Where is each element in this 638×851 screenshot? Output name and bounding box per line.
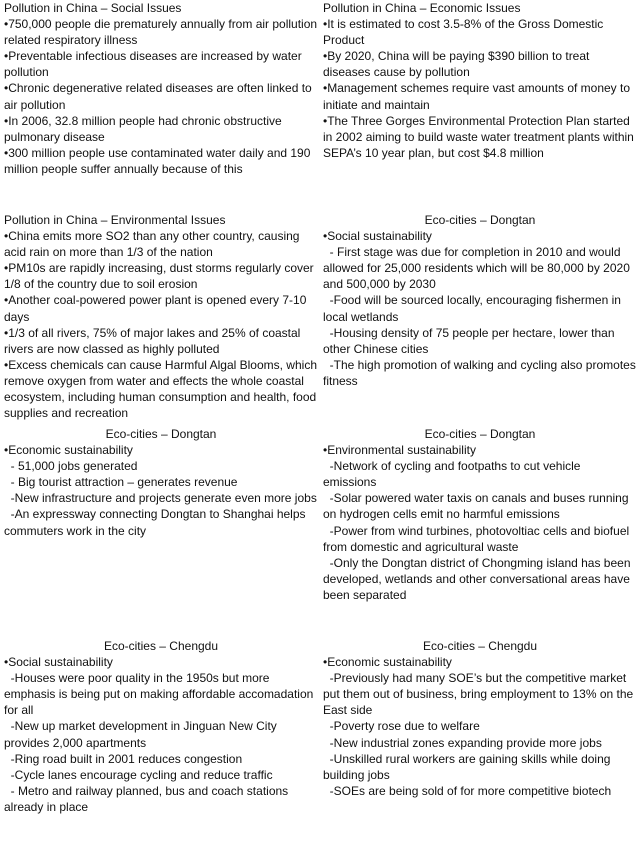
card-line: -New infrastructure and projects generate even more jobs — [4, 491, 317, 506]
card-title: Eco-cities – Chengdu — [422, 639, 538, 653]
card-line: •Preventable infectious diseases are increased by water pollution — [4, 49, 302, 80]
card-line: -Housing density of 75 people per hectare, lower than other Chinese cities — [323, 325, 615, 356]
card-title: Eco-cities – Dongtan — [105, 427, 217, 441]
card-pollution-environmental-issues — [4, 212, 318, 421]
card-chengdu-social — [4, 638, 318, 815]
card-line: •China emits more SO2 than any other country, causing acid rain on more than 1/3 of the nation — [4, 229, 300, 260]
card-title: Eco-cities – Dongtan — [424, 427, 536, 441]
card-line: - 51,000 jobs generated — [4, 459, 138, 474]
card-bullet-list — [323, 16, 637, 161]
card-line: -Poverty rose due to welfare — [323, 719, 480, 734]
card-line: •Social sustainability — [4, 655, 113, 670]
card-bullet-list — [4, 654, 318, 815]
card-line: -Houses were poor quality in the 1950s but more emphasis is being put on making affordable accomadation for all — [4, 671, 314, 718]
card-bullet-list — [323, 228, 637, 389]
card-line: •In 2006, 32.8 million people had chronic obstructive pulmonary disease — [4, 113, 282, 144]
card-line: •Another coal-powered power plant is opened every 7-10 days — [4, 293, 307, 324]
card-line: •Chronic degenerative related diseases are often linked to air pollution — [4, 81, 312, 112]
card-bullet-list — [4, 228, 318, 421]
card-line: •It is estimated to cost 3.5-8% of the Gross Domestic Product — [323, 17, 604, 48]
card-line: •Economic sustainability — [323, 655, 452, 670]
card-line: -The high promotion of walking and cycling also promotes fitness — [323, 357, 636, 388]
card-line: •PM10s are rapidly increasing, dust storms regularly cover 1/8 of the country due to soil erosion — [4, 261, 314, 292]
card-dongtan-environmental — [323, 426, 637, 603]
card-bullet-list — [4, 16, 318, 177]
card-line: -Unskilled rural workers are gaining skills while doing building jobs — [323, 751, 611, 782]
card-line: •Economic sustainability — [4, 443, 133, 458]
card-line: •Excess chemicals can cause Harmful Algal Blooms, which remove oxygen from water and effects the whole coastal ecosystem, including human consumption and health, food supplies and recreation — [4, 357, 317, 421]
card-line: •Management schemes require vast amounts of money to initiate and maintain — [323, 81, 631, 112]
card-dongtan-economic — [4, 426, 318, 539]
card-line: -Power from wind turbines, photovoltiac cells and biofuel from domestic and agricultural waste — [323, 523, 630, 554]
card-line: •The Three Gorges Environmental Protection Plan started in 2002 aiming to build waste water treatment plants within SEPA’s 10 year plan, but cost $4.8 million — [323, 113, 634, 160]
card-line: -New up market development in Jinguan New City provides 2,000 apartments — [4, 719, 277, 750]
card-line: - First stage was due for completion in 2010 and would allowed for 25,000 residents which will be 80,000 by 2020 and 500,000 by 2030 — [323, 245, 630, 292]
card-title: Eco-cities – Chengdu — [103, 639, 219, 653]
card-line: -Ring road built in 2001 reduces congestion — [4, 751, 243, 766]
card-line: -Food will be sourced locally, encouraging fishermen in local wetlands — [323, 293, 621, 324]
card-line: -Cycle lanes encourage cycling and reduce traffic — [4, 767, 273, 782]
card-line: •Social sustainability — [323, 229, 432, 244]
card-line: •750,000 people die prematurely annually from air pollution related respiratory illness — [4, 17, 318, 48]
card-line: -Only the Dongtan district of Chongming island has been developed, wetlands and other conversational areas have been separated — [323, 555, 631, 602]
card-title: Eco-cities – Dongtan — [424, 213, 536, 227]
card-title: Pollution in China – Social Issues — [4, 1, 182, 15]
card-pollution-economic-issues — [323, 0, 637, 161]
card-line: - Metro and railway planned, bus and coach stations already in place — [4, 783, 289, 814]
card-line: -SOEs are being sold of for more competitive biotech — [323, 783, 612, 798]
card-line: •By 2020, China will be paying $390 billion to treat diseases cause by pollution — [323, 49, 590, 80]
card-line: - Big tourist attraction – generates revenue — [4, 475, 238, 490]
card-line: -Solar powered water taxis on canals and buses running on hydrogen cells emit no harmful emissions — [323, 491, 629, 522]
card-chengdu-economic — [323, 638, 637, 799]
card-line: -Network of cycling and footpaths to cut vehicle emissions — [323, 459, 581, 490]
card-line: -An expressway connecting Dongtan to Shanghai helps commuters work in the city — [4, 507, 306, 538]
card-pollution-social-issues — [4, 0, 318, 177]
card-bullet-list — [323, 442, 637, 603]
card-line: -New industrial zones expanding provide more jobs — [323, 735, 602, 750]
card-line: •Environmental sustainability — [323, 443, 476, 458]
card-line: •1/3 of all rivers, 75% of major lakes and 25% of coastal rivers are now classed as highly polluted — [4, 325, 301, 356]
card-title: Pollution in China – Economic Issues — [323, 1, 521, 15]
card-bullet-list — [323, 654, 637, 799]
card-line: -Previously had many SOE’s but the competitive market put them out of business, bring employment to 13% on the East side — [323, 671, 634, 718]
card-bullet-list — [4, 442, 318, 539]
card-title: Pollution in China – Environmental Issues — [4, 213, 226, 227]
card-line: •300 million people use contaminated water daily and 190 million people suffer annually because of this — [4, 145, 311, 176]
card-dongtan-social — [323, 212, 637, 389]
